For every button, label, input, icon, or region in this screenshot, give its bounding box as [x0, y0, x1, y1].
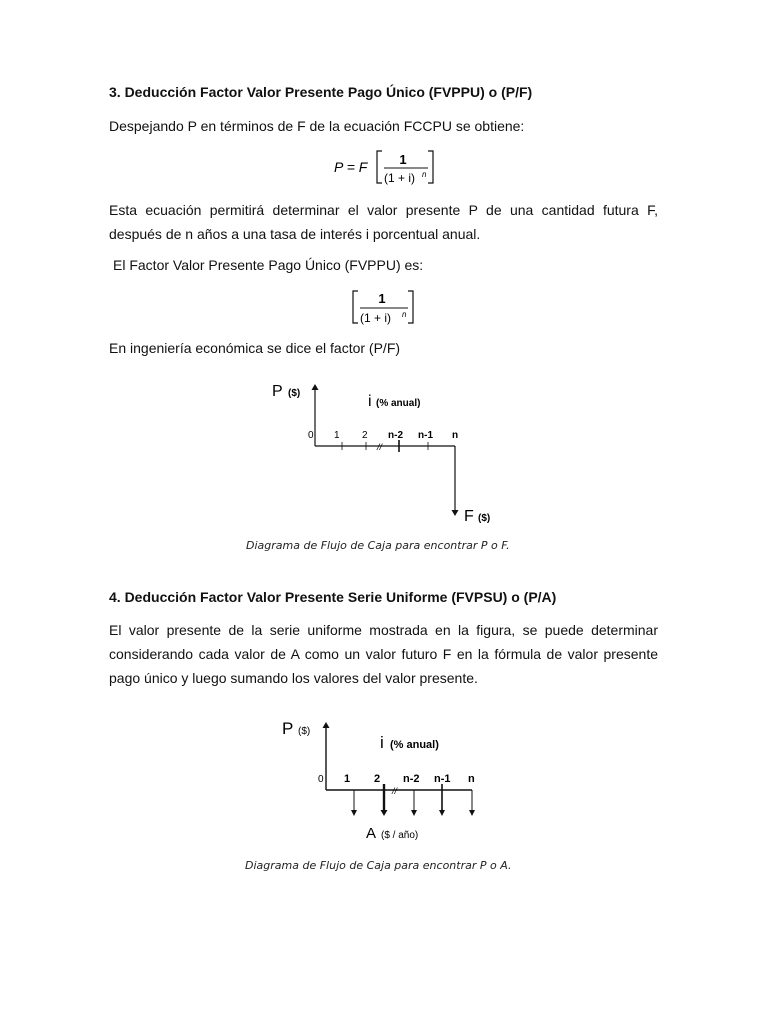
pa-a-label: A	[366, 825, 377, 842]
pa-p-label: P	[282, 719, 294, 738]
formula1-denominator: (1 + i)	[384, 171, 416, 185]
pa-tick-0: 0	[318, 774, 324, 785]
formula1-exponent: n	[422, 170, 427, 179]
p-unit: ($)	[288, 388, 301, 399]
rate-symbol: i	[368, 393, 372, 410]
pa-tick-2: 2	[374, 773, 381, 785]
formula1-numerator: 1	[399, 152, 407, 167]
pa-axis-break: //	[392, 786, 398, 796]
cash-flow-diagram-p-a	[280, 712, 490, 852]
rate-unit: (% anual)	[376, 398, 421, 409]
section4-para1: El valor presente de la serie uniforme mostrada en la figura, se puede determinar considerando cada valor de A como un valor futuro F en la fórmula de valor presente pago único y luego sumando los valores del valor presente.	[109, 622, 658, 686]
cash-flow-diagram-p-f	[262, 372, 502, 532]
section3-para4: En ingeniería económica se dice el factor (P/F)	[109, 340, 401, 356]
pa-tick-n: n	[468, 773, 475, 785]
section3-heading: 3. Deducción Factor Valor Presente Pago Único (FVPPU) o (P/F)	[109, 84, 533, 100]
pa-p-unit: ($)	[298, 726, 311, 737]
section3-caption: Diagrama de Flujo de Caja para encontrar P o F.	[246, 539, 510, 552]
pa-a-unit: ($ / año)	[381, 830, 419, 841]
f-unit: ($)	[478, 513, 491, 524]
formula2-numerator: 1	[378, 291, 386, 306]
f-label: F	[464, 508, 474, 525]
tick-n-2: n-2	[388, 430, 403, 441]
formula2-exponent: n	[402, 310, 407, 319]
pa-tick-n-1: n-1	[434, 773, 451, 785]
section3-para3: El Factor Valor Presente Pago Único (FVPPU) es:	[113, 257, 424, 273]
section4-caption: Diagrama de Flujo de Caja para encontrar P o A.	[245, 859, 512, 872]
pa-tick-n-2: n-2	[403, 773, 420, 785]
p-label: P	[272, 383, 283, 400]
formula-p-equals-f	[330, 146, 440, 188]
tick-2: 2	[362, 430, 368, 441]
tick-1: 1	[334, 430, 340, 441]
axis-break: //	[377, 442, 383, 452]
section4-heading: 4. Deducción Factor Valor Presente Serie Uniforme (FVPSU) o (P/A)	[109, 589, 557, 605]
tick-0: 0	[308, 430, 314, 441]
pa-rate-unit: (% anual)	[390, 739, 439, 751]
tick-n-1: n-1	[418, 430, 433, 441]
formula2-denominator: (1 + i)	[360, 311, 392, 325]
section3-para2: Esta ecuación permitirá determinar el valor presente P de una cantidad futura F, después de n años a una tasa de interés i porcentual anual.	[109, 202, 658, 242]
formula-fvppu-factor	[352, 287, 418, 327]
tick-n: n	[452, 430, 459, 441]
pa-rate-symbol: i	[380, 733, 384, 752]
formula1-lhs: P = F	[334, 159, 368, 175]
pa-tick-1: 1	[344, 773, 351, 785]
section3-para1: Despejando P en términos de F de la ecuación FCCPU se obtiene:	[109, 118, 525, 134]
